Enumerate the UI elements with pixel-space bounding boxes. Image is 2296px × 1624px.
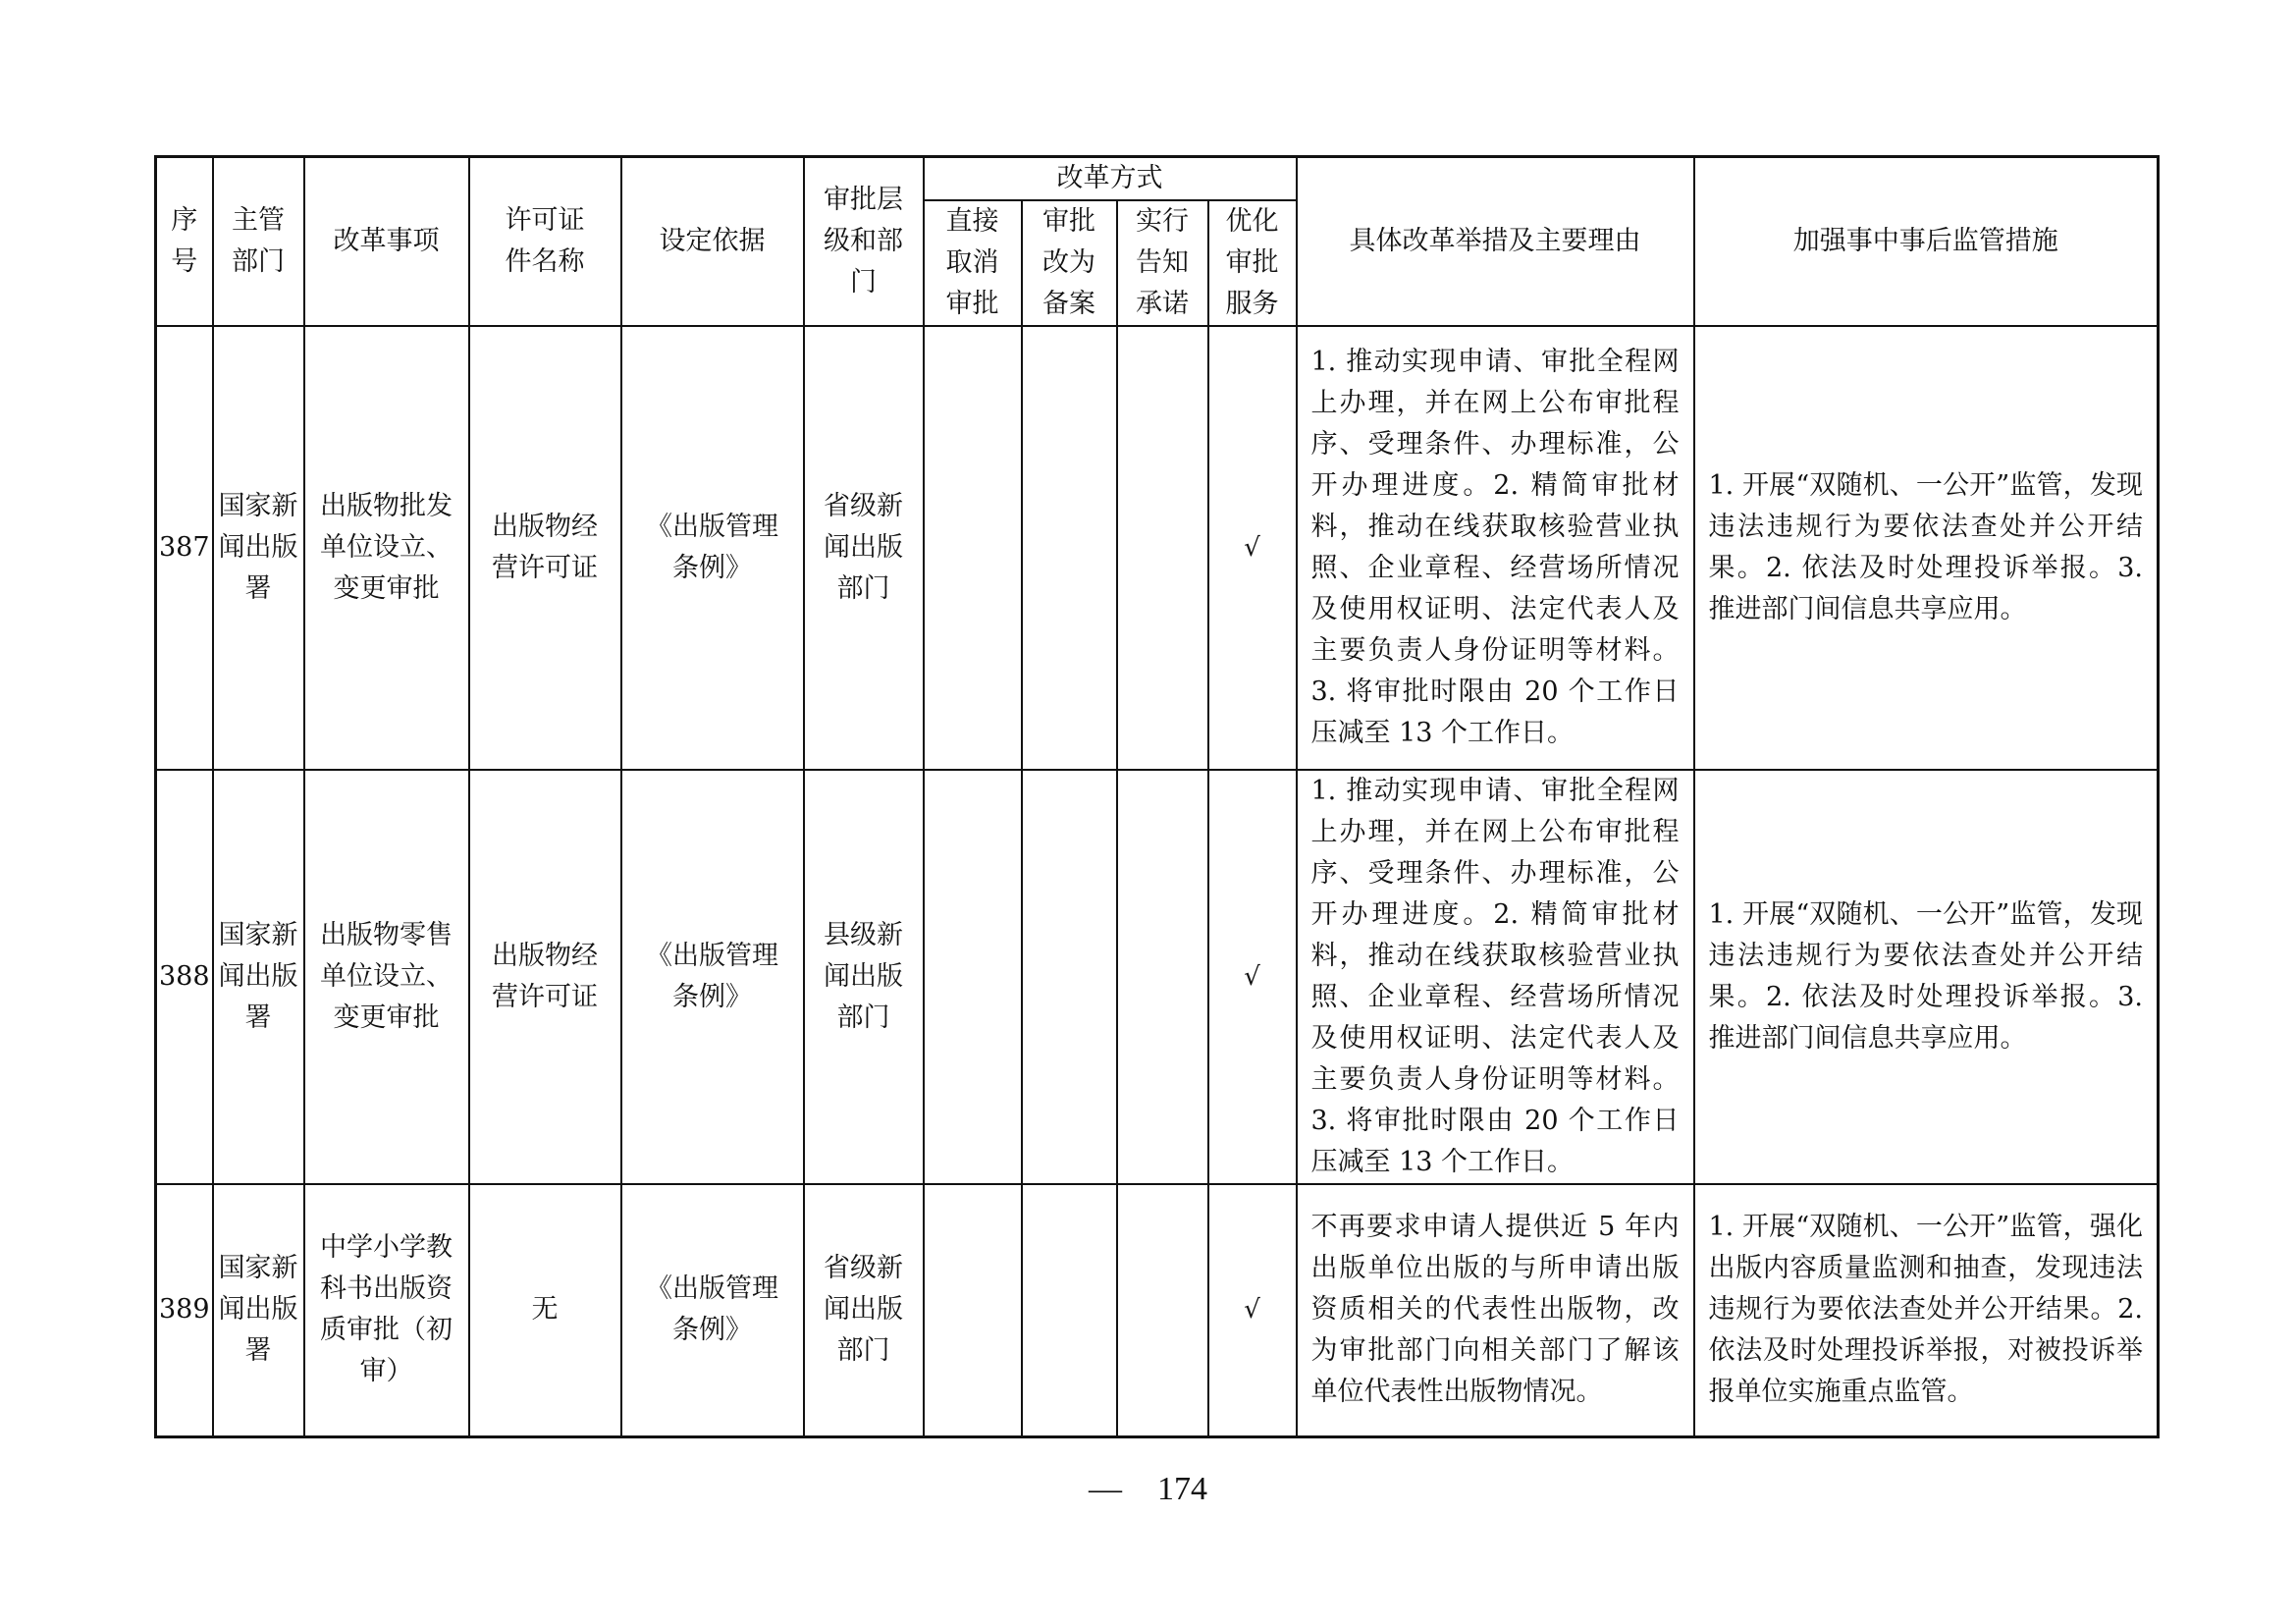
header-seq: 序号 [156,157,213,327]
cell-measures: 1. 推动实现申请、审批全程网上办理，并在网上公布审批程序、受理条件、办理标准，公开办理进度。2. 精简审批材料，推动在线获取核验营业执照、企业章程、经营场所情况及使用权证明、法定代表人及主要负责人身份证明等材料。3. 将审批时限由 20 个工作日压减至 13 个工作日。 [1297,770,1694,1184]
table-header [156,157,2159,327]
cell-mode-record [1022,1184,1117,1436]
cell-basis: 《出版管理条例》 [621,770,804,1184]
header-mode-record: 审批改为备案 [1022,200,1117,326]
cell-mode-optimize [1208,326,1297,770]
header-mode-optimize: 优化审批服务 [1208,200,1297,326]
header-basis: 设定依据 [621,157,804,327]
cell-supervision: 1. 开展“双随机、一公开”监管，强化出版内容质量监测和抽查，发现违法违规行为要依法查处并公开结果。2. 依法及时处理投诉举报，对被投诉举报单位实施重点监管。 [1694,1184,2159,1436]
header-dept: 主管部门 [213,157,304,327]
cell-cert: 无 [469,1184,621,1436]
cell-level: 省级新闻出版部门 [804,326,924,770]
footer-dash: — [1089,1471,1122,1507]
cell-item: 中学小学教科书出版资质审批（初审） [304,1184,469,1436]
table-row [156,326,2159,770]
cell-supervision: 1. 开展“双随机、一公开”监管，发现违法违规行为要依法查处并公开结果。2. 依法及时处理投诉举报。3. 推进部门间信息共享应用。 [1694,770,2159,1184]
cell-measures: 1. 推动实现申请、审批全程网上办理，并在网上公布审批程序、受理条件、办理标准，公开办理进度。2. 精简审批材料，推动在线获取核验营业执照、企业章程、经营场所情况及使用权证明、法定代表人及主要负责人身份证明等材料。3. 将审批时限由 20 个工作日压减至 13 个工作日。 [1297,326,1694,770]
cell-mode-record [1022,770,1117,1184]
cell-mode-optimize [1208,1184,1297,1436]
header-supervision: 加强事中事后监管措施 [1694,157,2159,327]
reform-table [154,155,2160,1438]
header-measures: 具体改革举措及主要理由 [1297,157,1694,327]
check-mark: √ [1244,962,1260,992]
table-row [156,1184,2159,1436]
page-number: 174 [1157,1471,1207,1507]
cell-cert: 出版物经营许可证 [469,770,621,1184]
header-level: 审批层级和部门 [804,157,924,327]
cell-mode-cancel [924,770,1022,1184]
cell-item: 出版物批发单位设立、变更审批 [304,326,469,770]
cell-dept: 国家新闻出版署 [213,326,304,770]
cell-mode-cancel [924,326,1022,770]
cell-basis: 《出版管理条例》 [621,1184,804,1436]
document-page [154,155,2157,1438]
cell-basis: 《出版管理条例》 [621,326,804,770]
header-cert: 许可证件名称 [469,157,621,327]
cell-dept: 国家新闻出版署 [213,770,304,1184]
cell-mode-record [1022,326,1117,770]
header-mode-cancel: 直接取消审批 [924,200,1022,326]
cell-mode-optimize [1208,770,1297,1184]
cell-mode-promise [1117,1184,1208,1436]
cell-supervision: 1. 开展“双随机、一公开”监管，发现违法违规行为要依法查处并公开结果。2. 依法及时处理投诉举报。3. 推进部门间信息共享应用。 [1694,326,2159,770]
cell-level: 省级新闻出版部门 [804,1184,924,1436]
cell-mode-cancel [924,1184,1022,1436]
page-footer [0,1471,2296,1508]
cell-seq: 387 [156,326,213,770]
cell-item: 出版物零售单位设立、变更审批 [304,770,469,1184]
header-mode-promise: 实行告知承诺 [1117,200,1208,326]
cell-mode-promise [1117,770,1208,1184]
header-mode-group: 改革方式 [924,157,1297,201]
table-row [156,770,2159,1184]
header-item: 改革事项 [304,157,469,327]
cell-mode-promise [1117,326,1208,770]
cell-seq: 389 [156,1184,213,1436]
cell-measures: 不再要求申请人提供近 5 年内出版单位出版的与所申请出版资质相关的代表性出版物，改为审批部门向相关部门了解该单位代表性出版物情况。 [1297,1184,1694,1436]
cell-seq: 388 [156,770,213,1184]
cell-level: 县级新闻出版部门 [804,770,924,1184]
check-mark: √ [1244,533,1260,563]
check-mark: √ [1244,1295,1260,1326]
cell-cert: 出版物经营许可证 [469,326,621,770]
cell-dept: 国家新闻出版署 [213,1184,304,1436]
